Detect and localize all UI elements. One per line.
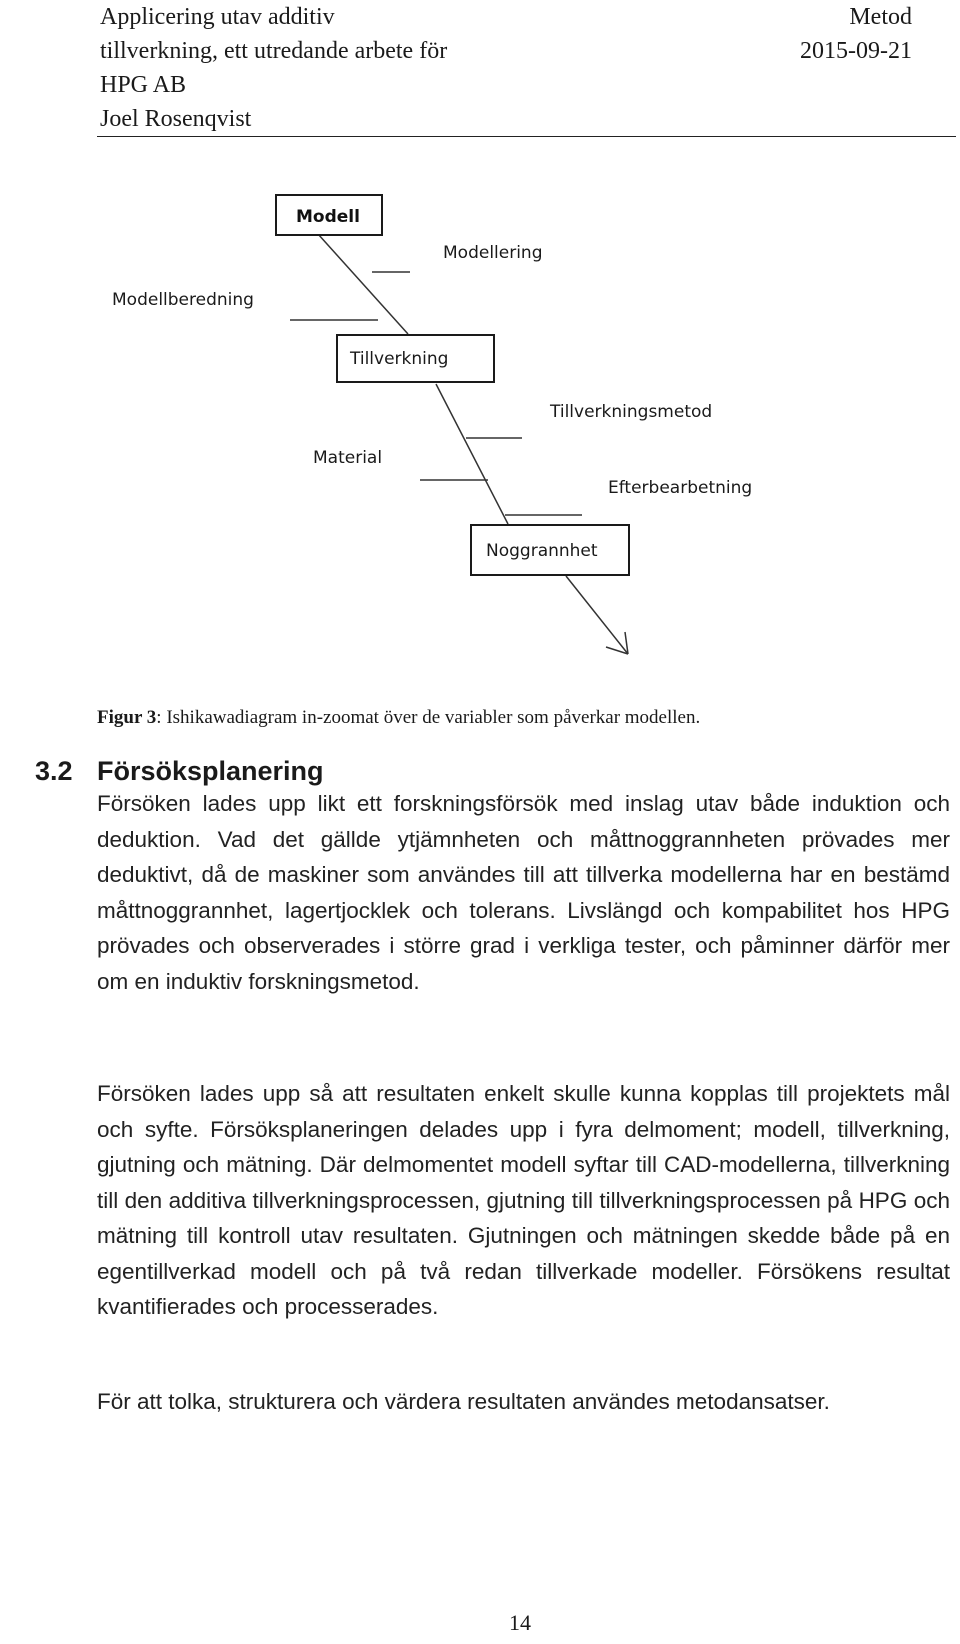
figure-caption-text: : Ishikawadiagram in-zoomat över de variabler som påverkar modellen. <box>156 707 701 728</box>
branch-label-efterbearbetning: Efterbearbetning <box>608 478 753 498</box>
spine-segment-2 <box>436 384 508 524</box>
header-title-line-2: tillverkning, ett utredande arbete för <box>100 38 448 64</box>
branch-label-modellering: Modellering <box>443 243 543 263</box>
figure-caption-label: Figur 3 <box>97 707 157 728</box>
ishikawa-diagram <box>0 0 960 700</box>
section-number: 3.2 <box>35 756 73 786</box>
header-title-line-1: Applicering utav additiv <box>100 4 335 30</box>
header-title-line-3: HPG AB <box>100 72 187 98</box>
branch-label-material: Material <box>313 448 383 468</box>
page-number: 14 <box>509 1610 531 1635</box>
spine-segment-1 <box>318 234 408 334</box>
paragraph-3: För att tolka, strukturera och värdera resultaten användes metodansatser. <box>97 1389 830 1414</box>
paragraph-2: Försöken lades upp så att resultaten enkelt skulle kunna kopplas till projektets mål och syfte. Försöksplaneringen delades upp i fyra delmoment; modell, tillverkning, gjutning och mätning. Där delmomentet modell syftar till CAD-modellerna, tillverkning till den additiva tillverkningsprocessen, gjutning till tillverkningsprocessen på HPG och mätning till kontroll utav resultaten. Gjutningen och mätningen skedde både på en egentillverkad modell och på två redan tillverkade modeller. Försökens resultat kvantifierades och processerades. <box>97 1081 950 1319</box>
header-section: Metod <box>849 4 912 30</box>
header-author: Joel Rosenqvist <box>100 106 252 132</box>
section-heading <box>35 756 324 787</box>
figure-caption <box>97 707 700 729</box>
section-title: Försöksplanering <box>97 756 324 786</box>
box-tillverkning-label: Tillverkning <box>350 349 449 369</box>
box-noggrannhet-label: Noggrannhet <box>486 541 598 561</box>
branch-label-tillverkningsmetod: Tillverkningsmetod <box>550 402 713 422</box>
box-modell-label: Modell <box>296 207 360 227</box>
spine-segment-3 <box>566 576 628 654</box>
paragraph-1: Försöken lades upp likt ett forskningsförsök med inslag utav både induktion och deduktion. Vad det gällde ytjämnheten och måttnoggrannheten prövades mer deduktivt, då de maskiner som användes till att tillverka modellerna har en bestämd måttnoggrannhet, lagertjocklek och tolerans. Livslängd och kompabilitet hos HPG prövades och observerades i större grad i verkliga tester, och påminner därför mer om en induktiv forskningsmetod. <box>97 791 950 994</box>
branch-label-modellberedning: Modellberedning <box>112 290 254 310</box>
header-date: 2015-09-21 <box>800 38 912 64</box>
